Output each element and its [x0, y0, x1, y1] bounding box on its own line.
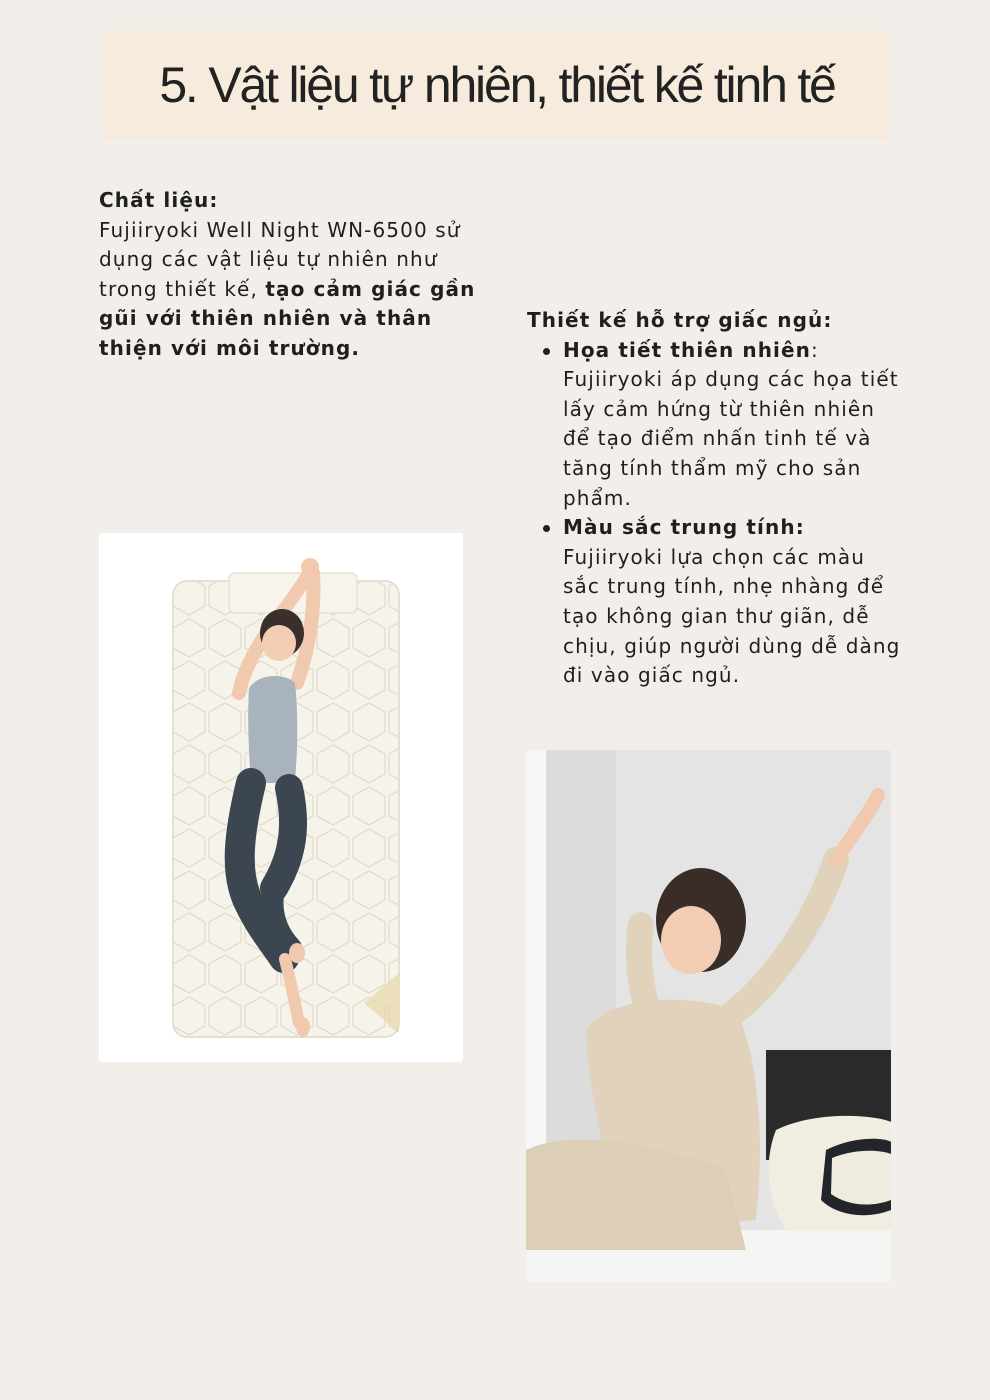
list-item-label: Họa tiết thiên nhiên	[563, 337, 811, 362]
material-section	[99, 186, 479, 364]
design-list	[527, 336, 907, 691]
mattress-photo	[99, 533, 463, 1062]
title-band	[104, 30, 890, 140]
stretching-photo	[526, 750, 891, 1282]
list-item-label: Màu sắc trung tính:	[563, 515, 805, 540]
page-title: 5. Vật liệu tự nhiên, thiết kế tinh tế	[159, 57, 835, 113]
list-item	[527, 336, 907, 514]
material-heading: Chất liệu:	[99, 188, 219, 212]
material-body	[99, 216, 479, 364]
list-item-text: Fujiiryoki áp dụng các họa tiết lấy cảm hứng từ thiên nhiên để tạo điểm nhấn tinh tế và tăng tính thẩm mỹ cho sản phẩm.	[563, 367, 899, 510]
design-section	[527, 306, 907, 691]
list-item-separator: :	[811, 337, 819, 362]
design-heading: Thiết kế hỗ trợ giấc ngủ:	[527, 308, 833, 332]
material-body-bold: tạo cảm giác gần gũi với thiên nhiên và thân thiện với môi trường.	[99, 276, 476, 360]
list-item	[527, 513, 907, 691]
list-item-text: Fujiiryoki lựa chọn các màu sắc trung tính, nhẹ nhàng để tạo không gian thư giãn, dễ chịu, giúp người dùng dễ dàng đi vào giấc ngủ.	[563, 544, 901, 688]
material-body-plain: Fujiiryoki Well Night WN-6500 sử dụng các vật liệu tự nhiên như trong thiết kế,	[99, 217, 461, 301]
